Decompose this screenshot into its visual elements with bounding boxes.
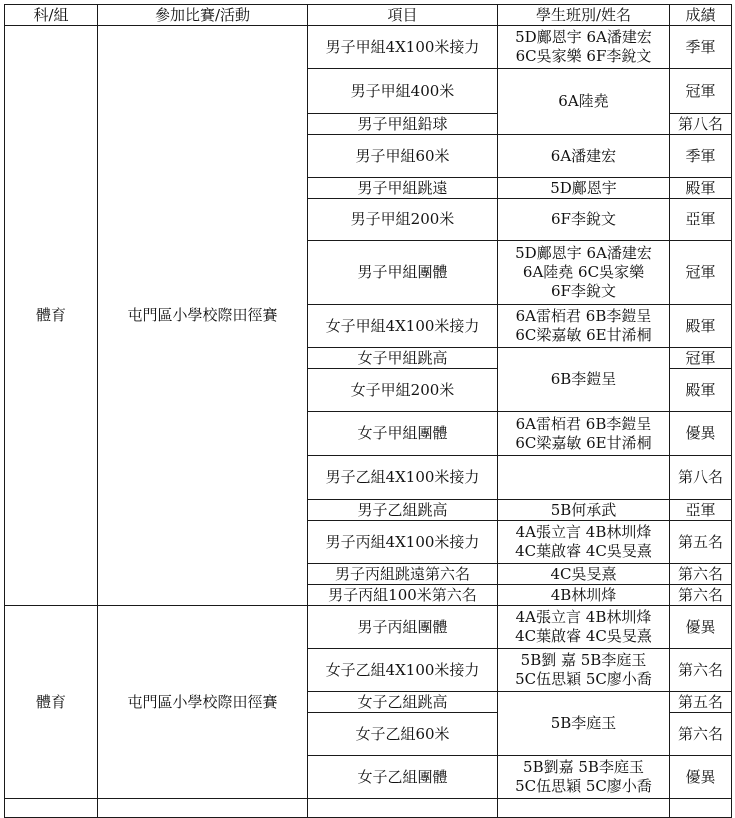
item-cell: 男子乙組4X100米接力 [308, 456, 498, 500]
result-cell: 殿軍 [670, 305, 732, 348]
students-cell [498, 241, 670, 305]
student-line: 5B劉嘉 5B李庭玉 [523, 758, 644, 776]
result-cell: 優異 [670, 606, 732, 649]
item-cell: 男子乙組跳高 [308, 500, 498, 521]
item-cell: 女子甲組200米 [308, 369, 498, 412]
student-line: 6A陸堯 6C吳家樂 [522, 263, 645, 281]
student-line: 5D鄺恩宇 6A潘建宏 [515, 28, 652, 46]
result-cell: 冠軍 [670, 241, 732, 305]
result-cell: 第八名 [670, 456, 732, 500]
result-cell [670, 799, 732, 818]
result-cell: 第五名 [670, 521, 732, 564]
students-cell: 5B李庭玉 [498, 692, 670, 756]
students-cell: 6F李銳文 [498, 199, 670, 241]
student-line: 5D鄺恩宇 6A潘建宏 [515, 244, 652, 262]
header-event: 參加比賽/活動 [98, 5, 308, 26]
event-cell [98, 799, 308, 818]
student-line: 4C葉啟睿 4C吳旻熹 [515, 542, 652, 560]
result-cell: 季軍 [670, 26, 732, 69]
students-cell: 6A潘建宏 [498, 135, 670, 178]
header-students: 學生班別/姓名 [498, 5, 670, 26]
student-line: 6A雷栢君 6B李鎧呈 [515, 414, 652, 433]
item-cell: 男子甲組鉛球 [308, 114, 498, 135]
student-line: 5C伍思穎 5C廖小喬 [515, 777, 652, 795]
student-line: 6C梁嘉敏 6E甘浠桐 [515, 433, 652, 452]
students-cell [498, 649, 670, 692]
table-row [5, 799, 732, 818]
item-cell: 男子甲組60米 [308, 135, 498, 178]
item-cell: 男子甲組400米 [308, 69, 498, 114]
item-cell: 女子甲組跳高 [308, 348, 498, 369]
students-cell: 4B林圳烽 [498, 585, 670, 606]
result-cell: 亞軍 [670, 500, 732, 521]
students-cell [498, 799, 670, 818]
result-cell: 第五名 [670, 692, 732, 713]
students-cell: 4C吳旻熹 [498, 564, 670, 585]
students-cell [498, 26, 670, 69]
student-line: 6F李銳文 [551, 282, 616, 300]
student-line: 5C伍思穎 5C廖小喬 [515, 670, 652, 688]
student-line: 6A雷栢君 6B李鎧呈 [515, 307, 652, 325]
students-cell: 6B李鎧呈 [498, 348, 670, 412]
result-cell: 第六名 [670, 713, 732, 756]
students-cell [498, 456, 670, 500]
result-cell: 第六名 [670, 585, 732, 606]
result-cell: 第六名 [670, 649, 732, 692]
table-row [5, 606, 732, 649]
result-cell: 第六名 [670, 564, 732, 585]
item-cell: 男子甲組跳遠 [308, 178, 498, 199]
header-item: 項目 [308, 5, 498, 26]
item-cell: 男子丙組100米第六名 [308, 585, 498, 606]
result-cell: 第八名 [670, 114, 732, 135]
result-cell: 季軍 [670, 135, 732, 178]
student-line: 6C梁嘉敏 6E甘浠桐 [515, 326, 652, 344]
item-cell: 女子乙組跳高 [308, 692, 498, 713]
subject-cell [5, 799, 98, 818]
students-cell [498, 412, 670, 456]
result-cell: 殿軍 [670, 178, 732, 199]
students-cell [498, 606, 670, 649]
students-cell: 5D鄺恩宇 [498, 178, 670, 199]
student-line: 6C吳家樂 6F李銳文 [515, 47, 652, 65]
student-line: 5B劉 嘉 5B李庭玉 [520, 651, 647, 669]
student-line: 4A張立言 4B林圳烽 [515, 523, 652, 541]
result-cell: 殿軍 [670, 369, 732, 412]
item-cell: 男子丙組團體 [308, 606, 498, 649]
result-cell: 冠軍 [670, 69, 732, 114]
subject-cell: 體育 [5, 26, 98, 606]
result-cell: 亞軍 [670, 199, 732, 241]
event-cell: 屯門區小學校際田徑賽 [98, 26, 308, 606]
result-cell: 優異 [670, 756, 732, 799]
awards-table [4, 4, 732, 818]
header-result: 成績 [670, 5, 732, 26]
student-line: 4C葉啟睿 4C吳旻熹 [515, 627, 652, 645]
subject-cell: 體育 [5, 606, 98, 799]
item-cell: 男子丙組4X100米接力 [308, 521, 498, 564]
result-cell: 冠軍 [670, 348, 732, 369]
item-cell: 男子甲組4X100米接力 [308, 26, 498, 69]
result-cell: 優異 [670, 412, 732, 456]
item-cell: 男子丙組跳遠第六名 [308, 564, 498, 585]
event-cell: 屯門區小學校際田徑賽 [98, 606, 308, 799]
student-line: 4A張立言 4B林圳烽 [515, 608, 652, 626]
students-cell [498, 756, 670, 799]
header-subject: 科/組 [5, 5, 98, 26]
students-cell: 6A陸堯 [498, 69, 670, 135]
item-cell: 男子甲組200米 [308, 199, 498, 241]
item-cell: 女子乙組4X100米接力 [308, 649, 498, 692]
item-cell [308, 799, 498, 818]
students-cell [498, 521, 670, 564]
item-cell: 女子乙組60米 [308, 713, 498, 756]
students-cell: 5B何承武 [498, 500, 670, 521]
students-cell [498, 305, 670, 348]
item-cell: 女子乙組團體 [308, 756, 498, 799]
item-cell: 女子甲組團體 [308, 412, 498, 456]
table-row [5, 26, 732, 69]
header-row [5, 5, 732, 26]
item-cell: 男子甲組團體 [308, 241, 498, 305]
item-cell: 女子甲組4X100米接力 [308, 305, 498, 348]
